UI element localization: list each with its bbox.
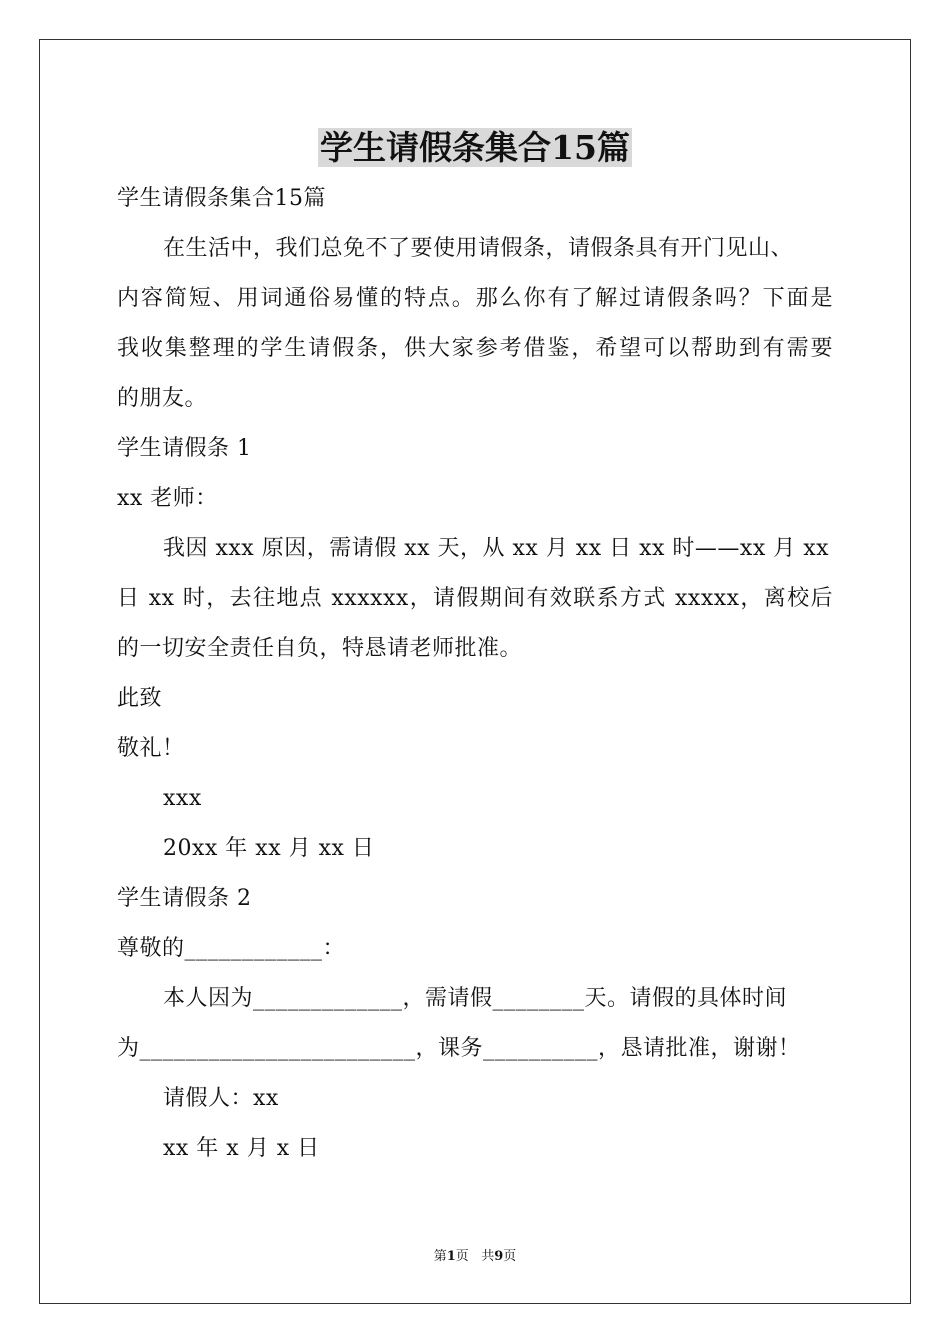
date-2: xx 年 x 月 x 日	[163, 1136, 320, 1161]
document-title-text: 学生请假条集合15篇	[320, 128, 630, 167]
closing-1: 此致	[117, 686, 163, 711]
page-border	[39, 39, 911, 1304]
page-footer	[0, 1247, 950, 1267]
salutation-1: xx 老师：	[117, 486, 218, 511]
footer-page-unit: 页	[455, 1249, 469, 1264]
footer-total-label: 共	[481, 1249, 495, 1264]
section-heading-2: 学生请假条 2	[117, 886, 252, 911]
footer-total-num: 9	[494, 1249, 504, 1264]
body-2-line-2: 为________________________，课务__________，恳请批准，谢谢！	[117, 1036, 801, 1061]
body-1-line-1: 我因 xxx 原因，需请假 xx 天，从 xx 月 xx 日 xx 时——xx 月 xx	[163, 536, 830, 561]
footer-page-label: 第	[433, 1249, 447, 1264]
intro-line-2: 内容简短、用词通俗易懂的特点。那么你有了解过请假条吗？下面是	[117, 286, 833, 311]
intro-line-1: 在生活中，我们总免不了要使用请假条，请假条具有开门见山、	[163, 236, 794, 261]
closing-2: 敬礼！	[117, 736, 185, 761]
intro-line-4: 的朋友。	[117, 386, 208, 411]
intro-line-3: 我收集整理的学生请假条，供大家参考借鉴，希望可以帮助到有需要	[117, 336, 833, 361]
section-heading-1: 学生请假条 1	[117, 436, 252, 461]
signature-1: xxx	[163, 786, 202, 811]
document-title	[0, 126, 950, 170]
salutation-2: 尊敬的____________：	[117, 936, 346, 961]
body-2-line-1: 本人因为_____________，需请假________天。请假的具体时间	[163, 986, 788, 1011]
body-1-line-3: 的一切安全责任自负，特恳请老师批准。	[117, 636, 523, 661]
footer-page-num: 1	[446, 1249, 456, 1264]
footer-total-unit: 页	[503, 1249, 517, 1264]
subtitle-line: 学生请假条集合15篇	[117, 186, 326, 211]
body-1-line-2: 日 xx 时，去往地点 xxxxxx，请假期间有效联系方式 xxxxx，离校后	[117, 586, 833, 611]
date-1: 20xx 年 xx 月 xx 日	[163, 836, 375, 861]
signature-2: 请假人：xx	[163, 1086, 279, 1111]
